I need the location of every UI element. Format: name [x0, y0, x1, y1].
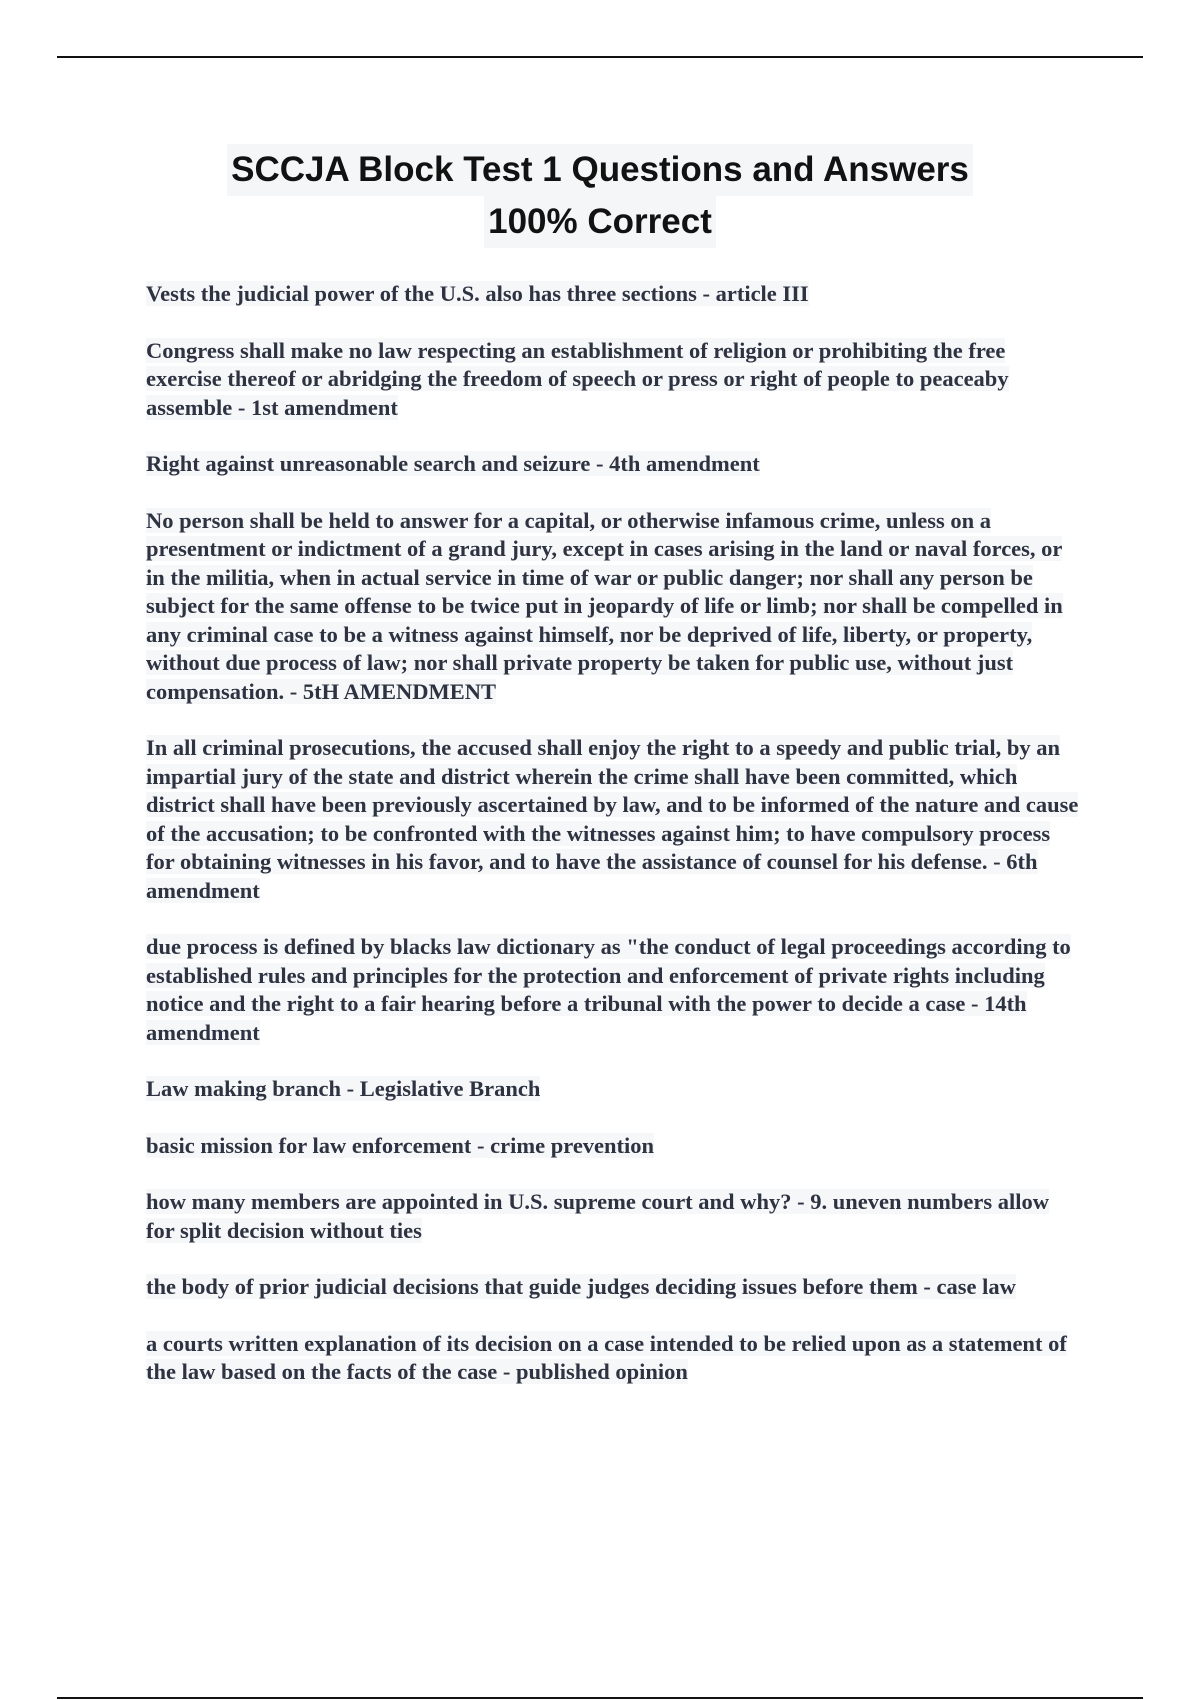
- qa-list: [146, 280, 1081, 1415]
- page-title: [0, 144, 1200, 248]
- qa-item-7: [146, 1075, 1081, 1104]
- title-line-2: 100% Correct: [484, 196, 716, 248]
- answer-separator: -: [232, 394, 251, 420]
- qa-item-2: [146, 337, 1081, 423]
- answer-text: Legislative Branch: [359, 1076, 541, 1101]
- qa-item-5: [146, 734, 1081, 905]
- answer-text: 6th amendment: [146, 849, 1038, 903]
- answer-separator: -: [965, 991, 985, 1016]
- answer-separator: -: [284, 678, 303, 704]
- answer-separator: -: [696, 281, 716, 306]
- qa-item-3: [146, 450, 1081, 479]
- answer-text: 1st amendment: [251, 394, 398, 420]
- title-line-1: SCCJA Block Test 1 Questions and Answers: [227, 144, 973, 196]
- question-text: how many members are appointed in U.S. supreme court and why?: [146, 1189, 792, 1214]
- qa-item-10: [146, 1273, 1081, 1302]
- question-text: Law making branch: [146, 1076, 342, 1101]
- qa-item-1: [146, 280, 1081, 309]
- answer-separator: -: [471, 1132, 491, 1158]
- answer-text: article III: [715, 281, 809, 306]
- question-text: In all criminal prosecutions, the accused shall enjoy the right to a speedy and public trial, by an impartial jury of the state and district wherein the crime shall have been committed, which district shall have been previously ascertained by law, and to be informed of the nature and cause of the accusation; to be confronted with the witnesses against him; to have compulsory process for obtaining witnesses in his favor, and to have the assistance of counsel for his defense.: [146, 735, 1079, 874]
- answer-text: published opinion: [515, 1359, 688, 1384]
- answer-separator: -: [917, 1274, 937, 1299]
- qa-item-6: [146, 933, 1081, 1047]
- qa-item-9: [146, 1188, 1081, 1245]
- answer-text: 14th amendment: [146, 991, 1027, 1045]
- question-text: No person shall be held to answer for a capital, or otherwise infamous crime, unless on a presentment or indictment of a grand jury, except in cases arising in the land or naval forces, or in the militia, when in actual service in time of war or public danger; nor shall any person be subject for the same offense to be twice put in jeopardy of life or limb; nor shall be compelled in any criminal case to be a witness against himself, nor be deprived of life, liberty, or property, without due process of law; nor shall private property be taken for public use, without just compensation.: [146, 507, 1063, 704]
- top-rule: [57, 56, 1143, 58]
- question-text: basic mission for law enforcement: [146, 1132, 472, 1158]
- question-text: Vests the judicial power of the U.S. also has three sections: [146, 281, 697, 306]
- answer-separator: -: [987, 849, 1007, 874]
- qa-item-4: [146, 507, 1081, 707]
- answer-text: 4th amendment: [609, 451, 760, 476]
- question-text: Right against unreasonable search and seizure: [146, 451, 591, 476]
- answer-separator: -: [497, 1359, 516, 1384]
- bottom-rule: [57, 1697, 1143, 1699]
- question-text: the body of prior judicial decisions that guide judges deciding issues before them: [146, 1274, 918, 1299]
- answer-text: case law: [936, 1274, 1016, 1299]
- answer-text: crime prevention: [490, 1132, 655, 1158]
- answer-separator: -: [791, 1189, 811, 1214]
- answer-separator: -: [590, 451, 610, 476]
- question-text: a courts written explanation of its decision on a case intended to be relied upon as a statement of the law based on the facts of the case: [146, 1330, 1067, 1384]
- qa-item-8: [146, 1132, 1081, 1161]
- answer-text: 5tH AMENDMENT: [302, 678, 497, 704]
- answer-separator: -: [341, 1076, 360, 1101]
- qa-item-11: [146, 1330, 1081, 1387]
- question-text: due process is defined by blacks law dictionary as "the conduct of legal proceedings according to established rules and principles for the protection and enforcement of private rights including notice and the right to a fair hearing before a tribunal with the power to decide a case: [146, 934, 1071, 1016]
- answer-text: 9. uneven numbers allow for split decision without ties: [146, 1189, 1049, 1243]
- question-text: Congress shall make no law respecting an establishment of religion or prohibiting the free exercise thereof or abridging the freedom of speech or press or right of people to peaceaby assemble: [146, 337, 1009, 420]
